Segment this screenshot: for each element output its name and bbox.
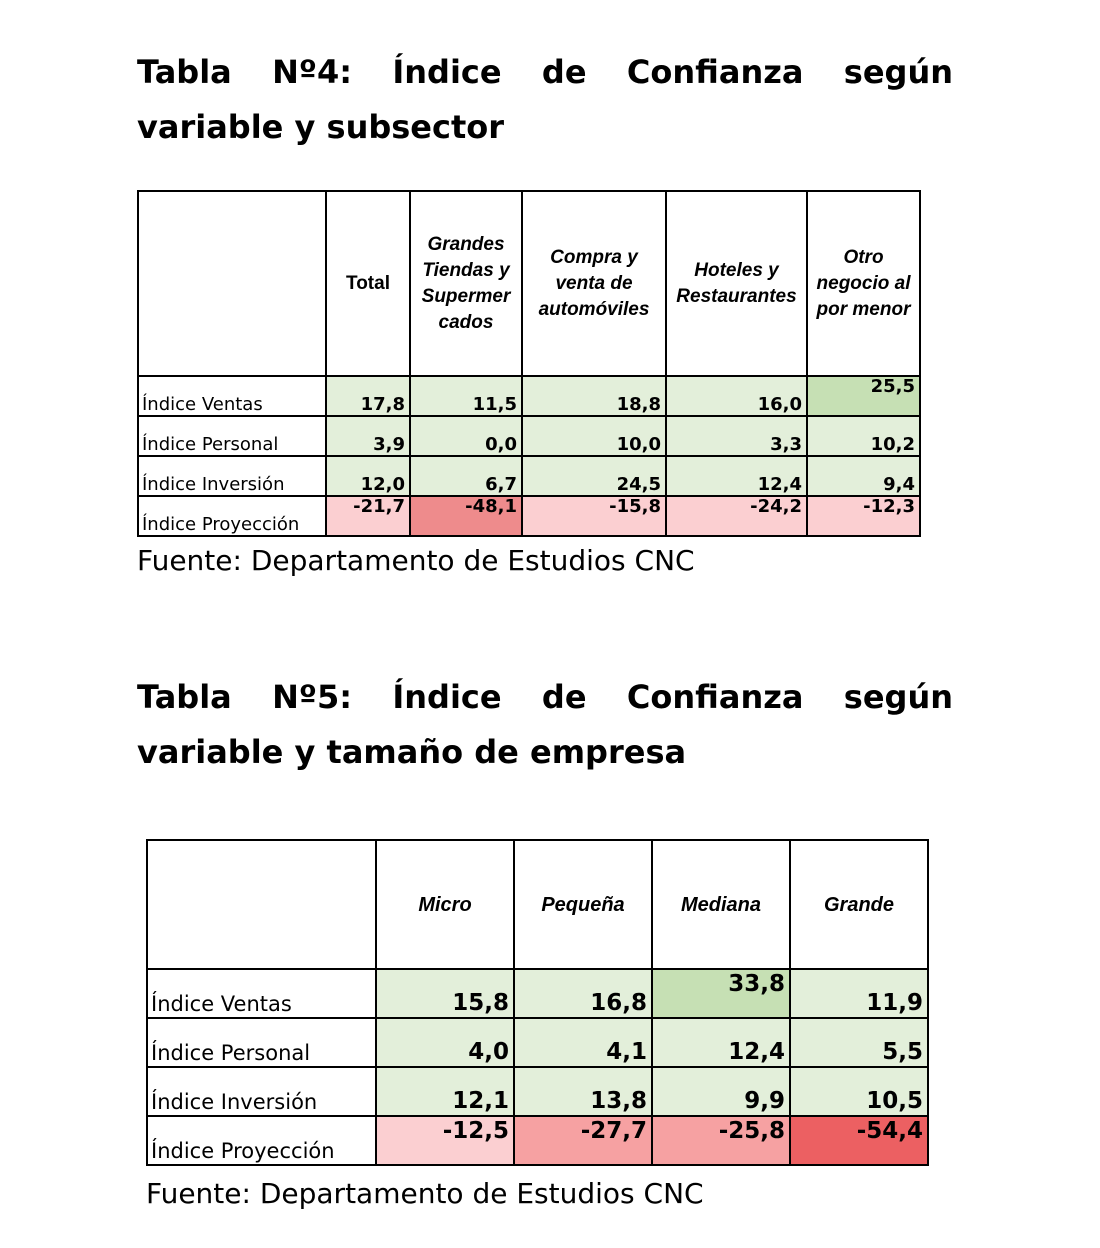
table-cell: 25,5 (807, 376, 920, 416)
table4-col-header: Total (326, 191, 410, 376)
table5-source: Fuente: Departamento de Estudios CNC (146, 1177, 704, 1210)
table-cell: -24,2 (666, 496, 807, 536)
row-label: Índice Proyección (147, 1116, 376, 1165)
table-cell: -15,8 (522, 496, 666, 536)
table-cell: 5,5 (790, 1018, 928, 1067)
table-cell: 10,5 (790, 1067, 928, 1116)
table-cell: 6,7 (410, 456, 522, 496)
table-cell: -12,3 (807, 496, 920, 536)
table-row (138, 376, 920, 416)
table-cell: 15,8 (376, 969, 514, 1018)
table-cell: 4,1 (514, 1018, 652, 1067)
table4-col-header: Hoteles y Restaurantes (666, 191, 807, 376)
table-cell: 12,1 (376, 1067, 514, 1116)
table-cell: -54,4 (790, 1116, 928, 1165)
table-cell: 10,0 (522, 416, 666, 456)
table5-col-header: Pequeña (514, 840, 652, 969)
table4-col-header: Grandes Tiendas y Supermer cados (410, 191, 522, 376)
table-cell: 11,5 (410, 376, 522, 416)
table-cell: 3,3 (666, 416, 807, 456)
table5-col-header: Grande (790, 840, 928, 969)
table-cell: 4,0 (376, 1018, 514, 1067)
table-cell: 13,8 (514, 1067, 652, 1116)
table-cell: 16,0 (666, 376, 807, 416)
table4-title: Tabla Nº4: Índice de Confianza según variable y subsector (137, 53, 953, 146)
table-cell: -21,7 (326, 496, 410, 536)
table-cell: 9,9 (652, 1067, 790, 1116)
table-cell: 12,4 (652, 1018, 790, 1067)
table4-header-row (138, 191, 920, 376)
table-row (138, 416, 920, 456)
row-label: Índice Inversión (147, 1067, 376, 1116)
table5-col-header: Micro (376, 840, 514, 969)
table-cell: 9,4 (807, 456, 920, 496)
table-cell: 12,0 (326, 456, 410, 496)
table4-corner-cell (138, 191, 326, 376)
table4-col-header: Compra y venta de automóviles (522, 191, 666, 376)
row-label: Índice Inversión (138, 456, 326, 496)
table5-corner-cell (147, 840, 376, 969)
table4-source: Fuente: Departamento de Estudios CNC (137, 544, 695, 577)
table-row (147, 969, 928, 1018)
table-row (138, 456, 920, 496)
row-label: Índice Proyección (138, 496, 326, 536)
table-cell: 0,0 (410, 416, 522, 456)
table-cell: 10,2 (807, 416, 920, 456)
row-label: Índice Ventas (147, 969, 376, 1018)
table5 (146, 839, 929, 1166)
table5-title: Tabla Nº5: Índice de Confianza según variable y tamaño de empresa (137, 678, 953, 771)
table-cell: 12,4 (666, 456, 807, 496)
table-row (138, 496, 920, 536)
table5-col-header: Mediana (652, 840, 790, 969)
row-label: Índice Personal (147, 1018, 376, 1067)
table-cell: 24,5 (522, 456, 666, 496)
table-row (147, 1018, 928, 1067)
table-cell: 18,8 (522, 376, 666, 416)
table-cell: -25,8 (652, 1116, 790, 1165)
table-cell: 33,8 (652, 969, 790, 1018)
table-row (147, 1067, 928, 1116)
row-label: Índice Ventas (138, 376, 326, 416)
table-row (147, 1116, 928, 1165)
table-cell: 3,9 (326, 416, 410, 456)
table-cell: 17,8 (326, 376, 410, 416)
row-label: Índice Personal (138, 416, 326, 456)
table4-col-header: Otro negocio al por menor (807, 191, 920, 376)
table-cell: 11,9 (790, 969, 928, 1018)
table-cell: -27,7 (514, 1116, 652, 1165)
table4 (137, 190, 921, 537)
table-cell: -48,1 (410, 496, 522, 536)
table-cell: -12,5 (376, 1116, 514, 1165)
table5-header-row (147, 840, 928, 969)
table-cell: 16,8 (514, 969, 652, 1018)
